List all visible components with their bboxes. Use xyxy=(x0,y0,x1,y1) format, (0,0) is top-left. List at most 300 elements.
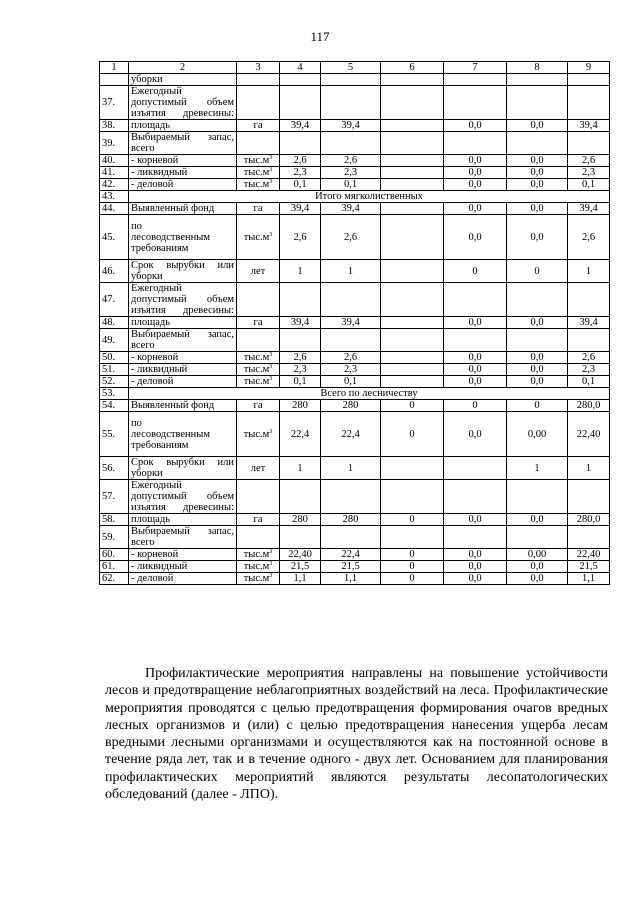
value-cell: 0,0 xyxy=(444,514,507,526)
value-cell: 39,4 xyxy=(568,203,610,215)
value-cell: 0,0 xyxy=(444,203,507,215)
row-name xyxy=(129,400,237,412)
row-name-line: площадь xyxy=(131,514,170,525)
value-cell xyxy=(381,352,444,364)
row-name-line: - деловой xyxy=(131,573,174,584)
value-cell: 39,4 xyxy=(321,203,381,215)
value-cell: 280,0 xyxy=(568,400,610,412)
row-name xyxy=(129,120,237,132)
row-number: 41. xyxy=(100,167,129,179)
value-cell: 0,00 xyxy=(507,549,568,561)
table-row xyxy=(100,203,610,215)
unit-cell xyxy=(237,573,280,585)
unit-text: тыс.м xyxy=(243,364,270,375)
value-cell: 2,6 xyxy=(321,352,381,364)
value-cell xyxy=(444,74,507,86)
value-cell: 0,0 xyxy=(507,179,568,191)
row-name xyxy=(129,480,237,514)
value-cell: 22,4 xyxy=(321,549,381,561)
row-name-line: Срок вырубки или xyxy=(131,457,234,468)
row-name-line: изъятия древесины: xyxy=(131,305,234,316)
row-name xyxy=(129,514,237,526)
section-row xyxy=(100,388,610,400)
value-cell xyxy=(381,179,444,191)
row-name xyxy=(129,283,237,317)
unit-cell xyxy=(237,120,280,132)
row-name-line: - ликвидный xyxy=(131,561,188,572)
table-row xyxy=(100,549,610,561)
value-cell xyxy=(507,329,568,352)
value-cell: 39,4 xyxy=(321,317,381,329)
value-cell xyxy=(321,480,381,514)
unit-text: тыс.м xyxy=(243,376,270,387)
value-cell xyxy=(568,132,610,155)
row-name-line: площадь xyxy=(131,317,170,328)
value-cell: 21,5 xyxy=(321,561,381,573)
table-row xyxy=(100,74,610,86)
unit-cell xyxy=(237,526,280,549)
value-cell xyxy=(381,364,444,376)
value-cell: 0,0 xyxy=(444,167,507,179)
value-cell: 0,0 xyxy=(444,352,507,364)
row-number: 39. xyxy=(100,132,129,155)
value-cell: 280,0 xyxy=(568,514,610,526)
row-number: 51. xyxy=(100,364,129,376)
column-header: 2 xyxy=(129,62,237,74)
table-row xyxy=(100,167,610,179)
row-name-line: Срок вырубки или xyxy=(131,260,234,271)
column-header: 1 xyxy=(100,62,129,74)
value-cell: 0,0 xyxy=(444,573,507,585)
row-number: 61. xyxy=(100,561,129,573)
value-cell: 1,1 xyxy=(321,573,381,585)
unit-text: га xyxy=(253,400,263,411)
value-cell xyxy=(280,132,321,155)
value-cell: 0 xyxy=(381,561,444,573)
row-number: 38. xyxy=(100,120,129,132)
value-cell: 0,0 xyxy=(507,155,568,167)
value-cell: 2,3 xyxy=(321,364,381,376)
value-cell xyxy=(568,480,610,514)
row-name-line: Выявленный фонд xyxy=(131,400,215,411)
column-header: 5 xyxy=(321,62,381,74)
row-name xyxy=(129,573,237,585)
value-cell: 0 xyxy=(507,260,568,283)
unit-superscript: 3 xyxy=(269,352,273,358)
row-name-line: Выявленный фонд xyxy=(131,203,215,214)
value-cell xyxy=(444,329,507,352)
value-cell xyxy=(381,120,444,132)
unit-text: тыс.м xyxy=(243,561,270,572)
value-cell: 0,0 xyxy=(507,561,568,573)
value-cell: 0,0 xyxy=(507,352,568,364)
row-name xyxy=(129,74,237,86)
row-name-line: Ежегодный xyxy=(131,86,182,97)
value-cell: 2,6 xyxy=(280,215,321,260)
value-cell: 0,0 xyxy=(444,549,507,561)
table-row xyxy=(100,514,610,526)
value-cell xyxy=(507,132,568,155)
value-cell: 280 xyxy=(280,400,321,412)
row-name-line: изъятия древесины: xyxy=(131,108,234,119)
row-name-line: Ежегодный xyxy=(131,283,182,294)
row-name xyxy=(129,86,237,120)
row-number: 57. xyxy=(100,480,129,514)
value-cell xyxy=(321,329,381,352)
row-name-line: Выбираемый запас, xyxy=(131,132,234,143)
unit-cell xyxy=(237,317,280,329)
unit-text: лет xyxy=(250,462,266,474)
value-cell xyxy=(321,74,381,86)
row-name-line: по xyxy=(131,220,142,232)
row-number: 42. xyxy=(100,179,129,191)
column-header: 7 xyxy=(444,62,507,74)
row-name xyxy=(129,132,237,155)
value-cell: 2,6 xyxy=(321,215,381,260)
value-cell: 0 xyxy=(507,400,568,412)
table-row xyxy=(100,573,610,585)
table-row xyxy=(100,179,610,191)
value-cell xyxy=(381,329,444,352)
value-cell: 21,5 xyxy=(568,561,610,573)
value-cell: 2,6 xyxy=(321,155,381,167)
unit-cell xyxy=(237,260,280,283)
row-name-line: - деловой xyxy=(131,179,174,190)
row-name-line: - корневой xyxy=(131,352,179,363)
value-cell: 22,40 xyxy=(568,412,610,457)
row-name xyxy=(129,376,237,388)
section-row xyxy=(100,191,610,203)
section-title: Всего по лесничеству xyxy=(129,388,610,400)
value-cell: 39,4 xyxy=(280,203,321,215)
unit-cell xyxy=(237,155,280,167)
unit-cell xyxy=(237,412,280,457)
unit-superscript: 3 xyxy=(269,573,273,579)
table-row xyxy=(100,400,610,412)
column-header: 8 xyxy=(507,62,568,74)
row-name-line: допустимый объем xyxy=(131,97,234,108)
unit-cell xyxy=(237,215,280,260)
value-cell xyxy=(507,86,568,120)
row-name-line: всего xyxy=(131,537,155,548)
row-name xyxy=(129,526,237,549)
row-name xyxy=(129,549,237,561)
row-name xyxy=(129,561,237,573)
value-cell xyxy=(321,283,381,317)
row-number: 43. xyxy=(100,191,129,203)
row-name-line: - деловой xyxy=(131,376,174,387)
unit-superscript: 3 xyxy=(269,364,273,370)
value-cell: 0,0 xyxy=(507,120,568,132)
row-name xyxy=(129,203,237,215)
row-number: 50. xyxy=(100,352,129,364)
row-name-line: Ежегодный xyxy=(131,480,182,491)
value-cell xyxy=(381,317,444,329)
value-cell: 2,3 xyxy=(568,167,610,179)
value-cell: 0,0 xyxy=(507,317,568,329)
unit-superscript: 3 xyxy=(269,376,273,382)
row-number xyxy=(100,74,129,86)
row-number: 52. xyxy=(100,376,129,388)
value-cell xyxy=(568,74,610,86)
value-cell: 0,1 xyxy=(280,179,321,191)
value-cell xyxy=(444,283,507,317)
row-number: 54. xyxy=(100,400,129,412)
value-cell xyxy=(444,86,507,120)
value-cell xyxy=(444,132,507,155)
value-cell: 0,0 xyxy=(444,412,507,457)
value-cell: 1 xyxy=(280,260,321,283)
row-name-line: требованиям xyxy=(131,439,189,451)
value-cell: 1,1 xyxy=(568,573,610,585)
value-cell xyxy=(568,283,610,317)
unit-superscript: 3 xyxy=(269,428,273,435)
row-number: 55. xyxy=(100,412,129,457)
table-row xyxy=(100,352,610,364)
row-name-line: - корневой xyxy=(131,155,179,166)
column-header: 4 xyxy=(280,62,321,74)
value-cell: 2,6 xyxy=(280,155,321,167)
value-cell: 280 xyxy=(321,400,381,412)
value-cell: 0,0 xyxy=(444,179,507,191)
unit-cell xyxy=(237,549,280,561)
unit-text: тыс.м xyxy=(243,428,270,440)
value-cell: 0 xyxy=(381,412,444,457)
unit-text: тыс.м xyxy=(243,573,270,584)
value-cell xyxy=(381,260,444,283)
value-cell: 39,4 xyxy=(568,317,610,329)
value-cell xyxy=(381,215,444,260)
row-name-line: уборки xyxy=(131,271,163,282)
value-cell xyxy=(507,283,568,317)
unit-text: га xyxy=(253,120,263,131)
unit-superscript: 3 xyxy=(269,179,273,185)
row-name-line: требованиям xyxy=(131,242,189,254)
column-header: 9 xyxy=(568,62,610,74)
value-cell xyxy=(444,457,507,480)
value-cell xyxy=(444,526,507,549)
value-cell: 22,40 xyxy=(568,549,610,561)
value-cell: 280 xyxy=(321,514,381,526)
unit-text: тыс.м xyxy=(243,155,270,166)
value-cell: 0 xyxy=(444,260,507,283)
table-body xyxy=(100,62,610,585)
row-number: 44. xyxy=(100,203,129,215)
value-cell: 0 xyxy=(381,573,444,585)
table-row xyxy=(100,480,610,514)
value-cell xyxy=(381,132,444,155)
table-row xyxy=(100,260,610,283)
value-cell xyxy=(507,526,568,549)
unit-cell xyxy=(237,376,280,388)
row-name xyxy=(129,215,237,260)
value-cell xyxy=(568,526,610,549)
row-name xyxy=(129,329,237,352)
value-cell xyxy=(381,526,444,549)
unit-superscript: 3 xyxy=(269,167,273,173)
table-row xyxy=(100,561,610,573)
row-name xyxy=(129,317,237,329)
value-cell xyxy=(321,132,381,155)
value-cell: 0,0 xyxy=(444,561,507,573)
value-cell xyxy=(381,457,444,480)
value-cell xyxy=(444,480,507,514)
value-cell: 39,4 xyxy=(280,120,321,132)
value-cell: 0,0 xyxy=(444,120,507,132)
row-name-line: уборки xyxy=(131,74,163,85)
row-number: 56. xyxy=(100,457,129,480)
row-name-line: всего xyxy=(131,143,155,154)
value-cell xyxy=(381,74,444,86)
row-number: 62. xyxy=(100,573,129,585)
value-cell xyxy=(280,526,321,549)
value-cell: 0 xyxy=(381,549,444,561)
unit-superscript: 3 xyxy=(269,155,273,161)
value-cell: 1 xyxy=(321,260,381,283)
row-name-line: лесоводственным xyxy=(131,428,210,440)
unit-superscript: 3 xyxy=(269,561,273,567)
row-number: 58. xyxy=(100,514,129,526)
row-name xyxy=(129,412,237,457)
row-name-line: допустимый объем xyxy=(131,491,234,502)
unit-text: га xyxy=(253,514,263,525)
unit-cell xyxy=(237,480,280,514)
row-name-line: - ликвидный xyxy=(131,167,188,178)
value-cell: 22,40 xyxy=(280,549,321,561)
table-row xyxy=(100,364,610,376)
table-row xyxy=(100,412,610,457)
value-cell: 1 xyxy=(507,457,568,480)
value-cell: 0 xyxy=(444,400,507,412)
value-cell xyxy=(381,86,444,120)
row-name xyxy=(129,167,237,179)
value-cell: 2,6 xyxy=(568,352,610,364)
value-cell: 0,0 xyxy=(507,167,568,179)
value-cell xyxy=(280,480,321,514)
value-cell: 0 xyxy=(381,514,444,526)
unit-cell xyxy=(237,74,280,86)
value-cell: 2,3 xyxy=(280,364,321,376)
table-row xyxy=(100,457,610,480)
value-cell xyxy=(568,86,610,120)
table-row xyxy=(100,376,610,388)
unit-cell xyxy=(237,400,280,412)
body-paragraph xyxy=(105,665,608,803)
table-row xyxy=(100,215,610,260)
table-row xyxy=(100,317,610,329)
unit-cell xyxy=(237,364,280,376)
value-cell xyxy=(280,329,321,352)
value-cell: 0,00 xyxy=(507,412,568,457)
unit-text: тыс.м xyxy=(243,179,270,190)
row-name xyxy=(129,260,237,283)
value-cell: 0,1 xyxy=(321,376,381,388)
value-cell: 1 xyxy=(568,260,610,283)
unit-cell xyxy=(237,179,280,191)
value-cell xyxy=(321,86,381,120)
unit-text: лет xyxy=(250,265,266,277)
value-cell xyxy=(381,167,444,179)
row-name-line: Выбираемый запас, xyxy=(131,329,234,340)
unit-superscript: 3 xyxy=(269,231,273,238)
page-number: 117 xyxy=(310,29,330,44)
unit-cell xyxy=(237,561,280,573)
forest-fund-table xyxy=(99,61,610,585)
unit-cell xyxy=(237,329,280,352)
row-name-line: - ликвидный xyxy=(131,364,188,375)
row-number: 48. xyxy=(100,317,129,329)
unit-cell xyxy=(237,457,280,480)
unit-text: тыс.м xyxy=(243,352,270,363)
table-row xyxy=(100,155,610,167)
table-header-row xyxy=(100,62,610,74)
value-cell xyxy=(507,74,568,86)
row-number: 46. xyxy=(100,260,129,283)
value-cell xyxy=(280,283,321,317)
value-cell xyxy=(381,480,444,514)
row-name-line: всего xyxy=(131,340,155,351)
value-cell: 39,4 xyxy=(321,120,381,132)
unit-cell xyxy=(237,167,280,179)
value-cell: 0 xyxy=(381,400,444,412)
table-row xyxy=(100,283,610,317)
row-name xyxy=(129,352,237,364)
value-cell xyxy=(381,376,444,388)
value-cell xyxy=(381,155,444,167)
value-cell: 39,4 xyxy=(280,317,321,329)
unit-cell xyxy=(237,132,280,155)
value-cell xyxy=(568,329,610,352)
unit-cell xyxy=(237,86,280,120)
value-cell xyxy=(381,283,444,317)
value-cell: 0,0 xyxy=(507,376,568,388)
row-name-line: - корневой xyxy=(131,549,179,560)
value-cell: 0,0 xyxy=(444,376,507,388)
row-name xyxy=(129,179,237,191)
row-name-line: изъятия древесины: xyxy=(131,502,234,513)
value-cell: 0,0 xyxy=(507,364,568,376)
value-cell: 2,6 xyxy=(280,352,321,364)
value-cell: 2,3 xyxy=(321,167,381,179)
value-cell xyxy=(280,86,321,120)
unit-text: га xyxy=(253,203,263,214)
unit-cell xyxy=(237,203,280,215)
row-name-line: лесоводственным xyxy=(131,231,210,243)
row-number: 45. xyxy=(100,215,129,260)
value-cell: 1 xyxy=(568,457,610,480)
value-cell xyxy=(507,480,568,514)
value-cell: 0,0 xyxy=(507,203,568,215)
value-cell xyxy=(321,526,381,549)
value-cell: 0,0 xyxy=(444,364,507,376)
row-name-line: уборки xyxy=(131,468,163,479)
column-header: 6 xyxy=(381,62,444,74)
unit-text: тыс.м xyxy=(243,167,270,178)
table-row xyxy=(100,132,610,155)
unit-superscript: 3 xyxy=(269,549,273,555)
value-cell: 0,0 xyxy=(507,573,568,585)
value-cell: 0,0 xyxy=(444,155,507,167)
row-name xyxy=(129,364,237,376)
value-cell: 0,1 xyxy=(280,376,321,388)
value-cell: 0,0 xyxy=(444,215,507,260)
value-cell: 0,1 xyxy=(321,179,381,191)
value-cell: 2,6 xyxy=(568,215,610,260)
row-name-line: площадь xyxy=(131,120,170,131)
row-number: 53. xyxy=(100,388,129,400)
value-cell xyxy=(381,203,444,215)
table-row xyxy=(100,329,610,352)
